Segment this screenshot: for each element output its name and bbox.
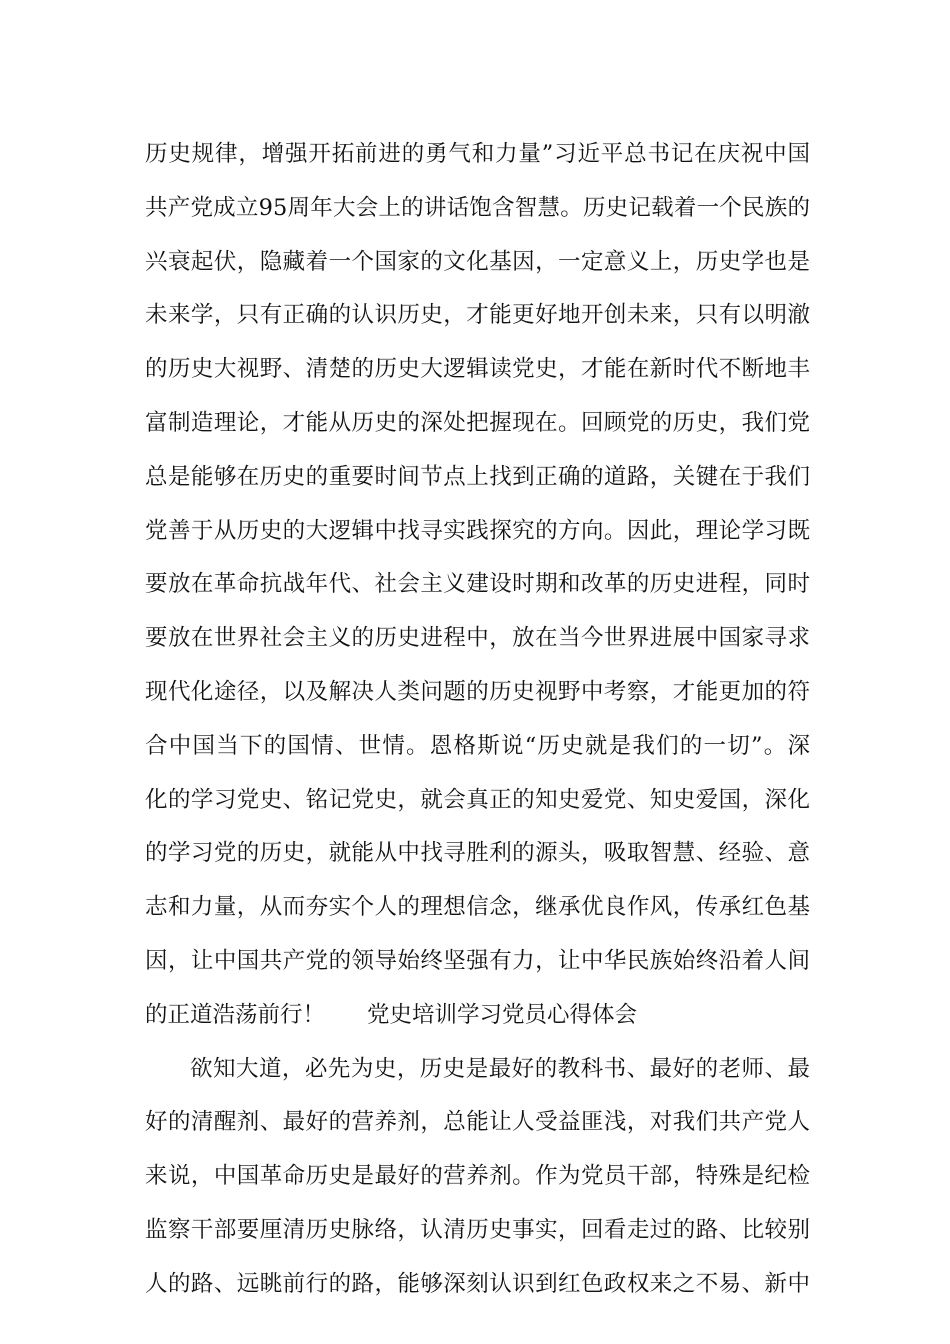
text-line: 的学习党的历史，就能从中找寻胜利的源头，吸取智慧、经验、意 bbox=[145, 840, 810, 867]
text-line: 未来学，只有正确的认识历史，才能更好地开创未来，只有以明澈 bbox=[145, 302, 810, 329]
text-line: 来说，中国革命历史是最好的营养剂。作为党员干部，特殊是纪检 bbox=[145, 1163, 810, 1190]
text-line: 监察干部要厘清历史脉络，认清历史事实，回看走过的路、比较别 bbox=[145, 1216, 810, 1243]
text-line: 人的路、远眺前行的路，能够深刻认识到红色政权来之不易、新中 bbox=[145, 1270, 810, 1297]
body-text bbox=[145, 131, 810, 1315]
section-title: 党史培训学习党员心得体会 bbox=[367, 1001, 638, 1028]
text-line: 因，让中国共产党的领导始终坚强有力，让中华民族始终沿着人间 bbox=[145, 947, 810, 974]
paragraph-end-line bbox=[145, 992, 810, 1046]
text-line: 要放在革命抗战年代、社会主义建设时期和改革的历史进程，同时 bbox=[145, 571, 810, 598]
text-line: 志和力量，从而夯实个人的理想信念，继承优良作风，传承红色基 bbox=[145, 894, 810, 921]
text-line: 好的清醒剂、最好的营养剂，总能让人受益匪浅，对我们共产党人 bbox=[145, 1109, 810, 1136]
text-line: 富制造理论，才能从历史的深处把握现在。回顾党的历史，我们党 bbox=[145, 409, 810, 436]
text-line: 要放在世界社会主义的历史进程中，放在当今世界进展中国家寻求 bbox=[145, 625, 810, 652]
text-line: 历史规律，增强开拓前进的勇气和力量”习近平总书记在庆祝中国 bbox=[145, 141, 810, 167]
text-line: 现代化途径，以及解决人类问题的历史视野中考察，才能更加的符 bbox=[145, 678, 810, 705]
text-line: 化的学习党史、铭记党史，就会真正的知史爱党、知史爱国，深化 bbox=[145, 786, 810, 813]
text-line: 欲知大道，必先为史，历史是最好的教科书、最好的老师、最 bbox=[190, 1055, 810, 1082]
paragraph-end-text: 的正道浩荡前行！ bbox=[145, 1001, 326, 1028]
text-line: 党善于从历史的大逻辑中找寻实践探究的方向。因此，理论学习既 bbox=[145, 517, 810, 544]
text-line: 共产党成立95周年大会上的讲话饱含智慧。历史记载着一个民族的 bbox=[145, 194, 810, 221]
text-line: 兴衰起伏，隐藏着一个国家的文化基因，一定意义上，历史学也是 bbox=[145, 248, 810, 275]
text-line: 的历史大视野、清楚的历史大逻辑读党史，才能在新时代不断地丰 bbox=[145, 356, 810, 383]
text-line: 合中国当下的国情、世情。恩格斯说“历史就是我们的一切”。深 bbox=[145, 732, 810, 759]
text-line: 总是能够在历史的重要时间节点上找到正确的道路，关键在于我们 bbox=[145, 463, 810, 490]
